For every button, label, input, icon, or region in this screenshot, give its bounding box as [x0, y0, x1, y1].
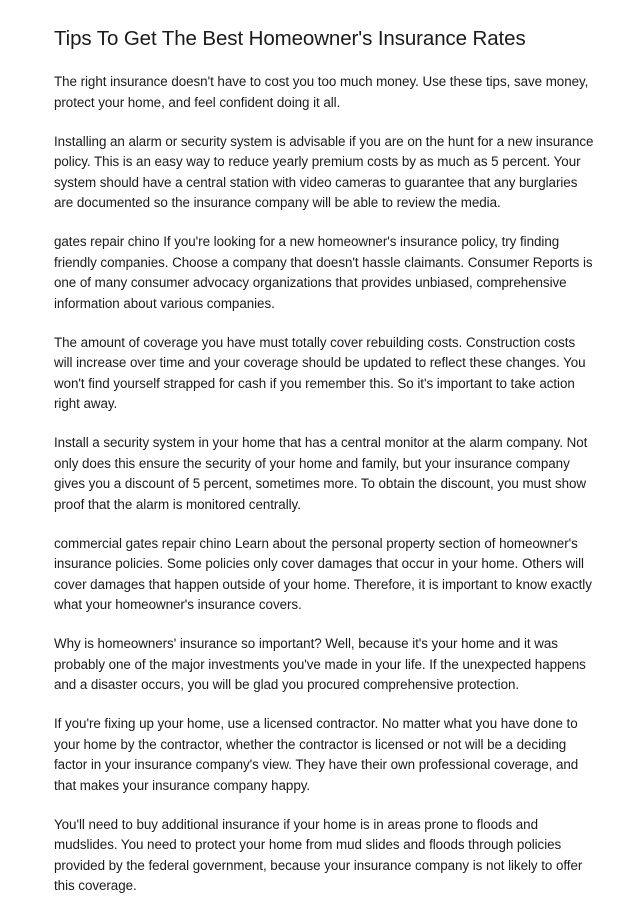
paragraph-friendly-companies: gates repair chino If you're looking for a new homeowner's insurance policy, try finding friendly companies. Choose a company that doesn't hassle claimants. Consumer Reports is one of many consumer advocacy organizations that provides unbiased, comprehensive information about various companies. [54, 234, 593, 311]
paragraph-security-monitor: Install a security system in your home that has a central monitor at the alarm company. Not only does this ensure the security of your home and family, but your insurance company gives you a discount of 5 percent, sometimes more. To obtain the discount, you must show proof that the alarm is monitored centrally. [54, 435, 588, 512]
paragraph-intro: The right insurance doesn't have to cost you too much money. Use these tips, save money, protect your home, and feel confident doing it all. [54, 74, 589, 110]
paragraph-coverage-amount: The amount of coverage you have must totally cover rebuilding costs. Construction costs will increase over time and your coverage should be updated to reflect these changes. You won't find yourself strapped for cash if you remember this. So it's important to take action right away. [54, 334, 586, 411]
paragraph-personal-property: commercial gates repair chino Learn about the personal property section of homeowner's insurance policies. Some policies only cover damages that occur in your home. Others will cover damages that happen outside of your home. Therefore, it is important to know exactly what your homeowner's insurance covers. [54, 535, 592, 612]
paragraph-alarm-system: Installing an alarm or security system is advisable if you are on the hunt for a new insurance policy. This is an easy way to reduce yearly premium costs by as much as 5 percent. Your system should have a central station with video cameras to guarantee that any burglaries are documented so the insurance company will be able to review the media. [54, 133, 594, 210]
paragraph-flood-insurance: You'll need to buy additional insurance if your home is in areas prone to floods and mudslides. You need to protect your home from mud slides and floods through policies provided by the federal government, because your insurance company is not likely to offer this coverage. [54, 816, 583, 893]
paragraph-importance: Why is homeowners' insurance so important? Well, because it's your home and it was probably one of the major investments you've made in your life. If the unexpected happens and a disaster occurs, you will be glad you procured comprehensive protection. [54, 636, 586, 692]
paragraph-licensed-contractor: If you're fixing up your home, use a licensed contractor. No matter what you have done to your home by the contractor, whether the contractor is licensed or not will be a deciding factor in your insurance company's view. They have their own professional coverage, and that makes your insurance company happy. [54, 716, 579, 793]
document-page [54, 26, 594, 915]
document-title: Tips To Get The Best Homeowner's Insurance Rates [54, 27, 526, 50]
